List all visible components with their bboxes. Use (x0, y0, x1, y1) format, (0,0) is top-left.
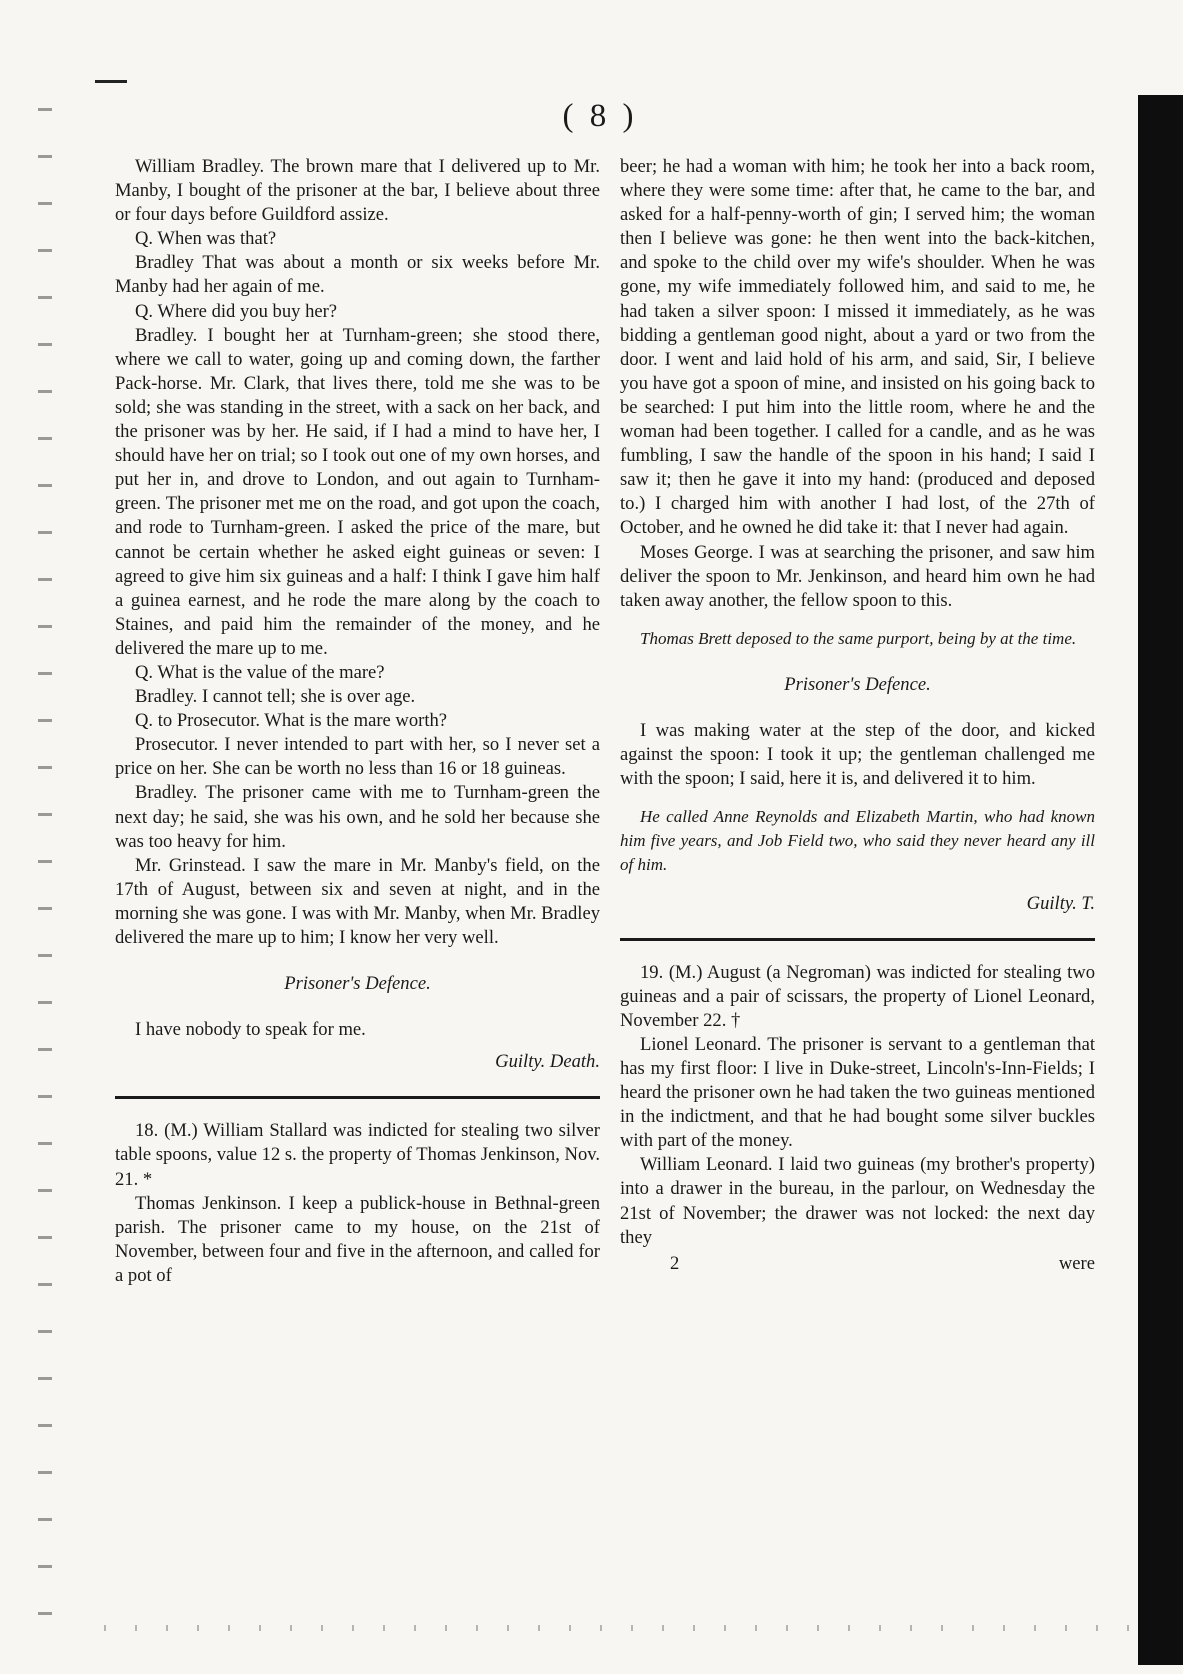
page-footer (620, 1252, 1095, 1276)
verdict: Guilty. T. (1026, 892, 1095, 914)
paragraph: William Leonard. I laid two guineas (my brother's property) into a drawer in the bureau, in the parlour, on Wednesday the 21st of November; the drawer was not locked: the next day they (620, 1154, 1095, 1248)
paragraph: Q. What is the value of the mare? (135, 661, 385, 683)
top-dash-mark (95, 80, 127, 83)
signature-mark: 2 (670, 1252, 680, 1274)
paragraph: Bradley. The prisoner came with me to Turnham-green the next day; he said, she was his own, and he sold her because she was too heavy for him. (115, 782, 600, 852)
case-opening: 19. (M.) August (a Negroman) was indicted for stealing two guineas and a pair of scissars, the property of Lionel Leonard, November 22. † (620, 961, 1095, 1031)
defence-heading: Prisoner's Defence. (284, 973, 431, 995)
paragraph: Lionel Leonard. The prisoner is servant to a gentleman that has my first floor: I live in Duke-street, Lincoln's-Inn-Fields; I heard the prisoner own he had taken the two guineas mentioned in the indictment, and that he had bought some silver buckles with part of the money. (620, 1033, 1095, 1152)
page-number: ( 8 ) (562, 98, 638, 134)
catchword: were (1058, 1252, 1095, 1274)
margin-specks (38, 90, 52, 1650)
section-divider (620, 938, 1095, 941)
paragraph: Thomas Jenkinson. I keep a publick-house in Bethnal-green parish. The prisoner came to my house, on the 21st of November, between four and five in the afternoon, and called for a pot of (115, 1192, 600, 1286)
paragraph: Q. When was that? (135, 228, 277, 250)
defence-heading: Prisoner's Defence. (784, 673, 931, 695)
right-column (620, 155, 1095, 1276)
paragraph: Bradley. I bought her at Turnham-green; she stood there, where we call to water, going up and coming down, the farther Pack-horse. Mr. Clark, that lives there, told me she was to be sold; she was standing in the street, with a sack on her back, and the prisoner was by her. He said, if I had a mind to have her, I should have her on trial; so I took out one of my own horses, and put her in, and drove to London, and out again to Turnham-green. The prisoner met me on the road, and got upon the coach, and rode to Turnham-green. I asked the price of the mare, but cannot be certain whether he asked eight guineas or seven: I agreed to give him six guineas and a half: I think I gave him half a guinea earnest, and he rode the mare along by the coach to Staines, and paid him the remainder of the money, and he delivered the mare up to me. (115, 324, 600, 659)
section-divider (115, 1096, 600, 1099)
defence-text: I have nobody to speak for me. (135, 1019, 366, 1041)
paragraph: Bradley. I cannot tell; she is over age. (135, 686, 416, 708)
verdict: Guilty. Death. (495, 1051, 600, 1073)
deposition-note: Thomas Brett deposed to the same purport, being by at the time. (640, 628, 1077, 648)
scan-edge-bar (1138, 95, 1183, 1665)
paragraph: Q. Where did you buy her? (135, 300, 338, 322)
left-column (115, 155, 600, 1288)
paragraph: Moses George. I was at searching the prisoner, and saw him deliver the spoon to Mr. Jenkinson, and heard him own he had taken away another, the fellow spoon to this. (620, 541, 1095, 611)
defence-text: I was making water at the step of the door, and kicked against the spoon: I took it up; the gentleman challenged me with the spoon; I said, here it is, and delivered it to him. (620, 719, 1095, 790)
paragraph: Bradley That was about a month or six weeks before Mr. Manby had her again of me. (115, 252, 600, 298)
paragraph: William Bradley. The brown mare that I delivered up to Mr. Manby, I bought of the prisoner at the bar, I believe about three or four days before Guildford assize. (115, 156, 600, 226)
paragraph: Prosecutor. I never intended to part with her, so I never set a price on her. She can be worth no less than 16 or 18 guineas. (115, 734, 600, 780)
witness-note: He called Anne Reynolds and Elizabeth Martin, who had known him five years, and Job Field two, who said they never heard any ill of him. (620, 807, 1095, 875)
case-opening: 18. (M.) William Stallard was indicted for stealing two silver table spoons, value 12 s. the property of Thomas Jenkinson, Nov. 21. * (115, 1120, 600, 1190)
bottom-specks (90, 1625, 1130, 1631)
paragraph: Q. to Prosecutor. What is the mare worth? (135, 710, 448, 732)
paragraph: beer; he had a woman with him; he took her into a back room, where they were some time: after that, he came to the bar, and asked for a half-penny-worth of gin; I served him; the woman then I believe was gone: he then went into the back-kitchen, and spoke to the child over my wife's shoulder. When he was gone, my wife immediately followed him, and said to me, he had taken a silver spoon: I missed it immediately, as he was bidding a gentleman good night, about a yard or two from the door. I went and laid hold of his arm, and said, Sir, I believe you have got a spoon of mine, and insisted on his going back to be searched: I put him into the little room, where he and the woman had been together. I called for a candle, and as he was fumbling, I saw the handle of the spoon in his hand; I said I saw it; then he gave it into my hand: (produced and deposed to.) I charged him with another I had lost, of the 27th of October, and he owned he did take it: that I never had again. (620, 156, 1095, 539)
paragraph: Mr. Grinstead. I saw the mare in Mr. Manby's field, on the 17th of August, between six and seven at night, and in the morning she was gone. I was with Mr. Manby, when Mr. Bradley delivered the mare up to him; I know her very well. (115, 854, 600, 948)
